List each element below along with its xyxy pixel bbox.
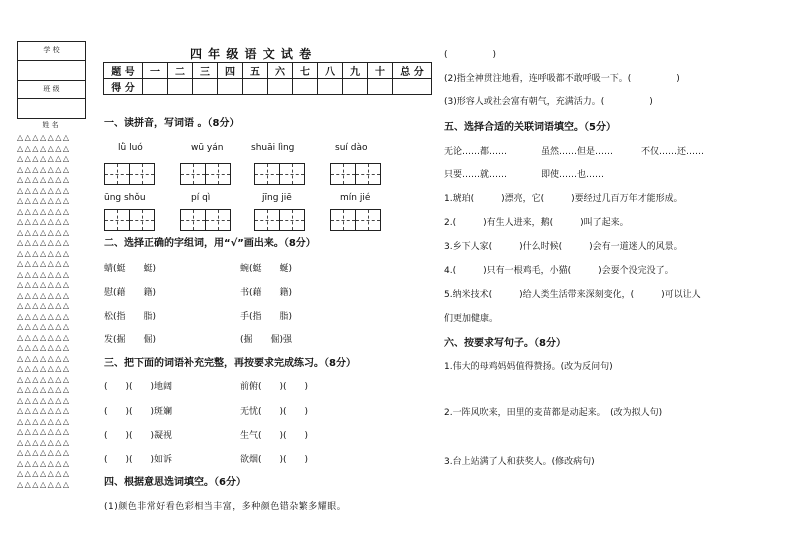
question-5-2[interactable]: 2.( )有生人进来，鹅( )叫了起来。 [444,218,629,228]
score-cell[interactable] [243,79,268,95]
section-4-heading: 四、根据意思选词填空。（6分） [104,477,246,488]
char-box[interactable] [180,209,206,231]
question-5-5-cont: 们更加健康。 [444,314,499,324]
idiom-item[interactable]: ( )( )地阔 [104,382,173,392]
divider [18,98,85,99]
idiom-item[interactable]: 无忧( )( ) [240,407,309,417]
section-5-heading: 五、选择合适的关联词语填空。（5分） [444,122,616,133]
choice-item[interactable]: 松(指 脂) [104,312,157,322]
question-4-3: (3)形容人或社会富有朝气，充满活力。( ) [444,97,653,107]
question-5-4[interactable]: 4.( )只有一根鸡毛，小猫( )会耍个没完没了。 [444,266,674,276]
divider [18,80,85,81]
section-1-heading: 一、读拼音，写词语 。（8分） [104,118,240,129]
word-option: 无论……都…… [444,147,508,157]
table-cell: 得 分 [104,79,143,95]
table-cell: 三 [193,63,218,79]
idiom-item[interactable]: ( )( )凝视 [104,431,173,441]
table-cell: 四 [218,63,243,79]
pinyin-8: mín jié [340,193,371,203]
char-box[interactable] [355,209,381,231]
char-box[interactable] [129,163,155,185]
table-cell: 二 [168,63,193,79]
name-label: 姓 名 [42,121,59,129]
choice-item[interactable]: 书(藉 籍) [240,288,293,298]
char-box[interactable] [205,163,231,185]
word-option: 虽然……但是…… [541,147,614,157]
section-6-heading: 六、按要求写句子。（8分） [444,338,566,349]
choice-item[interactable]: 手(指 脂) [240,312,293,322]
table-cell: 九 [343,63,368,79]
pinyin-6: pí qì [191,193,211,203]
char-box[interactable] [180,163,206,185]
char-box[interactable] [279,209,305,231]
choice-item[interactable]: 蜻(蜓 蜓) [104,264,157,274]
pinyin-2: wū yán [191,143,224,153]
char-box[interactable] [205,209,231,231]
score-table-header-row [104,63,432,79]
question-4-2: (2)指全神贯注地看，连呼吸都不敢呼吸一下。( ) [444,74,680,84]
answer-blank-4-1[interactable]: ( ) [444,50,497,60]
table-cell: 五 [243,63,268,79]
score-cell[interactable] [318,79,343,95]
score-cell[interactable] [368,79,393,95]
choice-item[interactable]: 发(掘 倔) [104,335,157,345]
question-6-2: 2.一阵风吹来，田里的麦苗都是动起来。 (改为拟人句) [444,408,663,418]
question-5-1[interactable]: 1.琥珀( )漂亮，它( )要经过几百万年才能形成。 [444,194,683,204]
score-table-score-row [104,79,432,95]
char-box[interactable] [279,163,305,185]
table-cell: 十 [368,63,393,79]
pinyin-5: ūng shǒu [104,193,146,203]
char-box[interactable] [104,209,130,231]
section-3-heading: 三、把下面的词语补充完整，再按要求完成练习。（8分） [104,358,356,369]
char-box[interactable] [104,163,130,185]
score-cell[interactable] [168,79,193,95]
char-box[interactable] [355,163,381,185]
char-box[interactable] [330,209,356,231]
char-box[interactable] [129,209,155,231]
section-2-heading: 二、选择正确的字组词，用“√”画出来。（8分） [104,238,316,249]
student-info-box [17,41,86,119]
question-6-1: 1.伟大的母鸡妈妈值得赞扬。(改为反问句) [444,362,613,372]
question-4-1: (1)颜色非常好看色彩相当丰富，多种颜色错杂繁多耀眼。 [104,502,347,512]
score-cell[interactable] [193,79,218,95]
question-6-3: 3.台上站满了人和获奖人。(修改病句) [444,457,595,467]
page-title: 四 年 级 语 文 试 卷 [190,47,313,61]
question-5-3[interactable]: 3.乡下人家( )什么时候( )会有一道迷人的风景。 [444,242,683,252]
idiom-item[interactable]: ( )( )如诉 [104,455,173,465]
table-cell: 八 [318,63,343,79]
table-cell: 一 [143,63,168,79]
idiom-item[interactable]: 生气( )( ) [240,431,309,441]
word-option: 不仅……还…… [641,147,705,157]
score-cell[interactable] [218,79,243,95]
pinyin-7: jīng jiē [262,193,292,203]
divider [18,60,85,61]
table-cell: 六 [268,63,293,79]
idiom-item[interactable]: 欲烟( )( ) [240,455,309,465]
school-label: 学 校 [43,46,60,54]
char-box[interactable] [254,209,280,231]
word-option: 即使……也…… [541,170,605,180]
pinyin-4: suí dào [335,143,368,153]
char-box[interactable] [254,163,280,185]
seal-line-triangles: △△△△△△△ △△△△△△△ △△△△△△△ △△△△△△△ △△△△△△△ △△△△△△△ △△△△△△△ △△△△△△△ △△△△△△△ △△△△△△△ △△△△△△△ △△△△△△△ △△△△△△△ △△△△△△△ △△△△△△△ △△△△△△△ △△△△△△△ △△△△△△△ △△△△△△△ △△△△△△△ △△△△△△△ △△△△△△△ △△△△△△△ △△△△△△△ △△△△△△△ △△△△△△△ △△△△△△△ △△△△△△△ △△△△△△△ △△△△△△△ △△△△△△△ △△△△△△△ △△△△△△△ △△△△△△△ [17,133,71,489]
idiom-item[interactable]: 前俯( )( ) [240,382,309,392]
choice-item[interactable]: (掘 倔)强 [240,335,293,345]
question-5-5[interactable]: 5.纳米技术( )给人类生活带来深刻变化，( )可以让人 [444,290,701,300]
score-table [103,62,432,95]
score-cell[interactable] [393,79,432,95]
score-cell[interactable] [293,79,318,95]
table-cell: 题 号 [104,63,143,79]
char-box[interactable] [330,163,356,185]
table-cell: 七 [293,63,318,79]
choice-item[interactable]: 蜿(蜓 蜒) [240,264,293,274]
score-cell[interactable] [343,79,368,95]
table-cell: 总 分 [393,63,432,79]
class-label: 班 级 [43,85,60,93]
score-cell[interactable] [268,79,293,95]
pinyin-3: shuāi lìng [251,143,295,153]
pinyin-1: lǜ luó [118,143,143,153]
choice-item[interactable]: 慰(藉 籍) [104,288,157,298]
score-cell[interactable] [143,79,168,95]
idiom-item[interactable]: ( )( )斑斓 [104,407,173,417]
word-option: 只要……就…… [444,170,508,180]
